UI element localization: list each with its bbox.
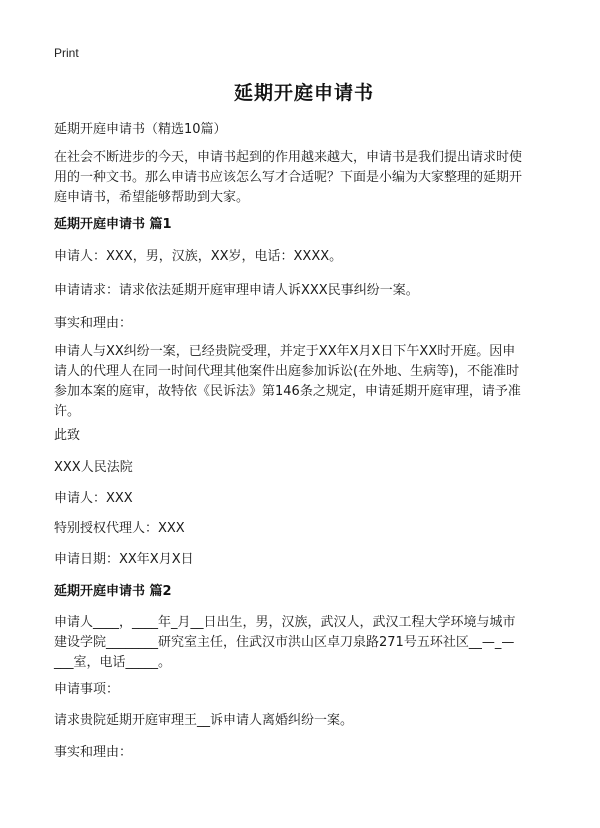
- intro-line: 在社会不断进步的今天，申请书起到的作用越来越大，申请书是我们提出请求时使: [54, 150, 523, 165]
- facts-line: 请人的代理人在同一时间代理其他案件出庭参加诉讼(在外地、生病等)，不能准时: [54, 364, 520, 379]
- section1-applicant: 申请人：XXX，男，汉族，XX岁，电话：XXXX。: [54, 249, 343, 264]
- section2-facts-label: 事实和理由：: [54, 745, 133, 760]
- intro-paragraph: [54, 148, 554, 208]
- court-name: XXX人民法院: [54, 460, 133, 475]
- section1-heading: 延期开庭申请书 篇1: [54, 217, 172, 232]
- section2-applicant-paragraph: [54, 613, 554, 673]
- section2-heading: 延期开庭申请书 篇2: [54, 584, 172, 599]
- application-date: 申请日期：XX年X月X日: [54, 552, 194, 567]
- section2-matters-label: 申请事项：: [54, 682, 120, 697]
- authorized-agent: 特别授权代理人：XXX: [54, 521, 185, 536]
- signature-applicant: 申请人：XXX: [54, 491, 133, 506]
- print-label[interactable]: Print: [54, 46, 79, 60]
- document-subtitle: 延期开庭申请书（精选10篇）: [54, 122, 227, 137]
- facts-line: 申请人与XX纠纷一案，已经贵院受理，并定于XX年X月X日下午XX时开庭。因申: [54, 344, 516, 359]
- intro-line: 庭申请书，希望能够帮助到大家。: [54, 190, 250, 205]
- facts-line: 许。: [54, 404, 81, 419]
- facts-line: 参加本案的庭审，故特依《民诉法》第146条之规定，申请延期开庭审理，请予准: [54, 384, 521, 399]
- applicant-line: 建设学院________研究室主任，住武汉市洪山区卓刀泉路271号五环社区__—_—: [54, 635, 515, 650]
- intro-line: 用的一种文书。那么申请书应该怎么写才合适呢？下面是小编为大家整理的延期开: [54, 170, 523, 185]
- document-title: 延期开庭申请书: [233, 82, 374, 104]
- section2-matters: 请求贵院延期开庭审理王__诉申请人离婚纠纷一案。: [54, 713, 354, 728]
- salutation: 此致: [54, 428, 81, 443]
- section1-facts-paragraph: [54, 342, 554, 422]
- applicant-line: ___室，电话_____。: [54, 655, 172, 670]
- section1-facts-label: 事实和理由：: [54, 316, 133, 331]
- applicant-line: 申请人____，____年_月__日出生，男，汉族，武汉人，武汉工程大学环境与城市: [54, 615, 516, 630]
- section1-request: 申请请求：请求依法延期开庭审理申请人诉XXX民事纠纷一案。: [54, 283, 419, 298]
